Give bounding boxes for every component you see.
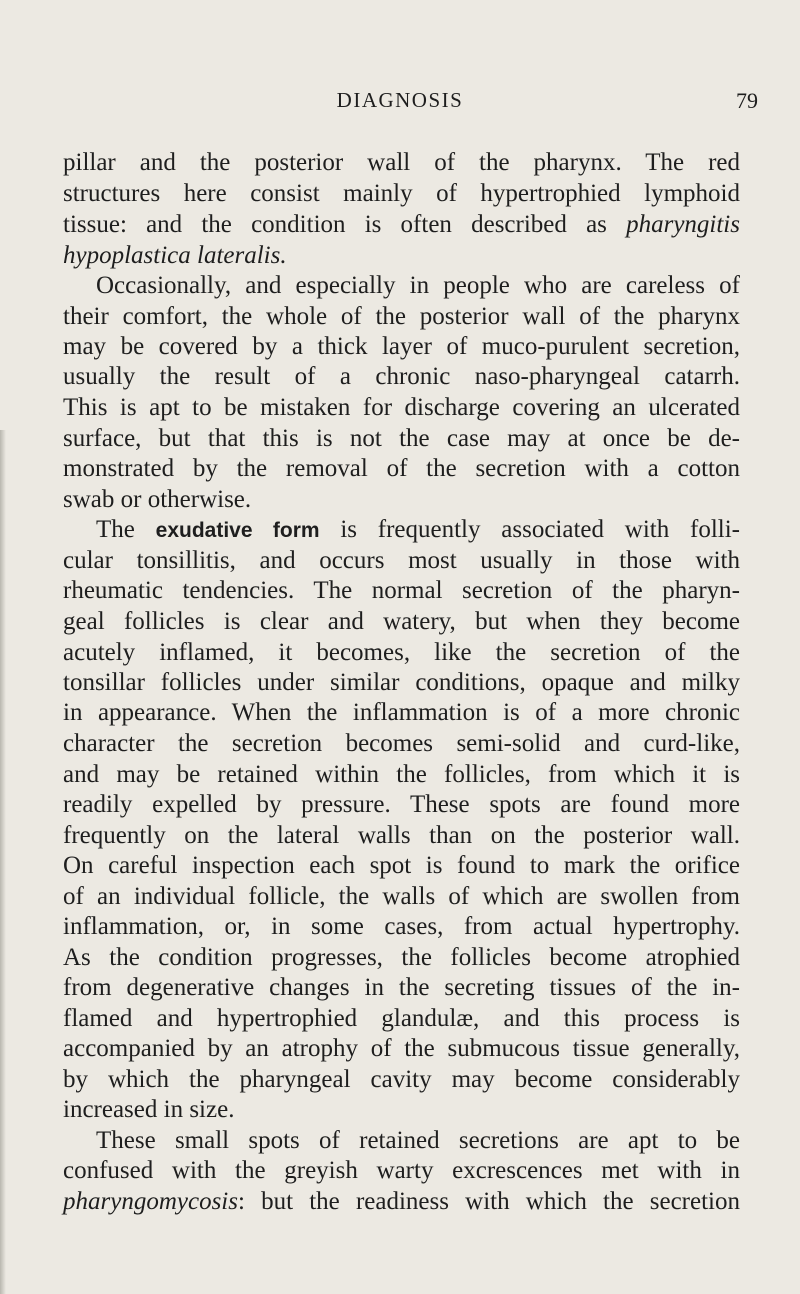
text-line: surface, but that this is not the case may at once be de-: [63, 425, 740, 452]
text-span: is frequently associated with folli-: [319, 516, 740, 543]
text-line: geal follicles is clear and watery, but when they become: [63, 608, 740, 635]
page-number: 79: [736, 88, 758, 113]
text-line: [63, 1187, 740, 1217]
text-line: structures here consist mainly of hypertrophied lymphoid: [63, 180, 740, 207]
text-line: flamed and hypertrophied glandulæ, and this process is: [63, 1005, 740, 1032]
text-line: pillar and the posterior wall of the pharynx. The red: [63, 149, 740, 176]
text-line: swab or otherwise.: [63, 486, 252, 513]
text-line: Occasionally, and especially in people who are careless of: [96, 272, 740, 299]
text-line: readily expelled by pressure. These spots are found more: [63, 791, 740, 818]
running-head: [0, 88, 800, 118]
text-line: from degenerative changes in the secreting tissues of the in-: [63, 974, 740, 1001]
text-span: : but the readiness with which the secretion: [237, 1188, 740, 1215]
italic-term: pharyngomycosis: [63, 1188, 238, 1215]
chapter-title: DIAGNOSIS: [336, 88, 464, 112]
text-line: accompanied by an atrophy of the submucous tissue generally,: [63, 1035, 740, 1062]
text-span: tissue: and the condition is often described as: [63, 211, 627, 238]
text-line: inflammation, or, in some cases, from actual hypertrophy.: [63, 913, 740, 940]
text-line: of an individual follicle, the walls of which are swollen from: [63, 883, 740, 910]
text-line: by which the pharyngeal cavity may become considerably: [63, 1066, 740, 1093]
text-line: their comfort, the whole of the posterior wall of the pharynx: [63, 303, 740, 330]
text-line: As the condition progresses, the follicles become atrophied: [63, 944, 740, 971]
text-line: in appearance. When the inflammation is of a more chronic: [63, 699, 740, 726]
text-line: [63, 210, 740, 240]
text-line: acutely inflamed, it becomes, like the secretion of the: [63, 639, 740, 666]
text-line: [96, 515, 740, 546]
text-line: rheumatic tendencies. The normal secretion of the pharyn-: [63, 577, 740, 604]
text-line: character the secretion becomes semi-solid and curd-like,: [63, 730, 740, 757]
text-line: increased in size.: [63, 1096, 235, 1123]
text-line: tonsillar follicles under similar conditions, opaque and milky: [63, 669, 740, 696]
text-line: and may be retained within the follicles, from which it is: [63, 761, 740, 788]
page-edge-shadow: [0, 430, 6, 1294]
text-line: This is apt to be mistaken for discharge covering an ulcerated: [63, 394, 740, 421]
text-line: cular tonsillitis, and occurs most usually in those with: [63, 547, 740, 574]
italic-term: pharyngitis: [626, 211, 740, 238]
text-line: These small spots of retained secretions are apt to be: [96, 1127, 740, 1154]
text-line: hypoplastica lateralis.: [63, 242, 287, 269]
bold-term: exudative form: [155, 519, 320, 542]
text-line: may be covered by a thick layer of muco-purulent secretion,: [63, 333, 740, 360]
text-span: The: [96, 516, 156, 543]
text-line: monstrated by the removal of the secretion with a cotton: [63, 455, 740, 482]
text-line: frequently on the lateral walls than on the posterior wall.: [63, 822, 740, 849]
text-line: usually the result of a chronic naso-pharyngeal catarrh.: [63, 363, 740, 390]
text-line: confused with the greyish warty excrescences met with in: [63, 1157, 740, 1184]
text-line: On careful inspection each spot is found to mark the orifice: [63, 852, 740, 879]
